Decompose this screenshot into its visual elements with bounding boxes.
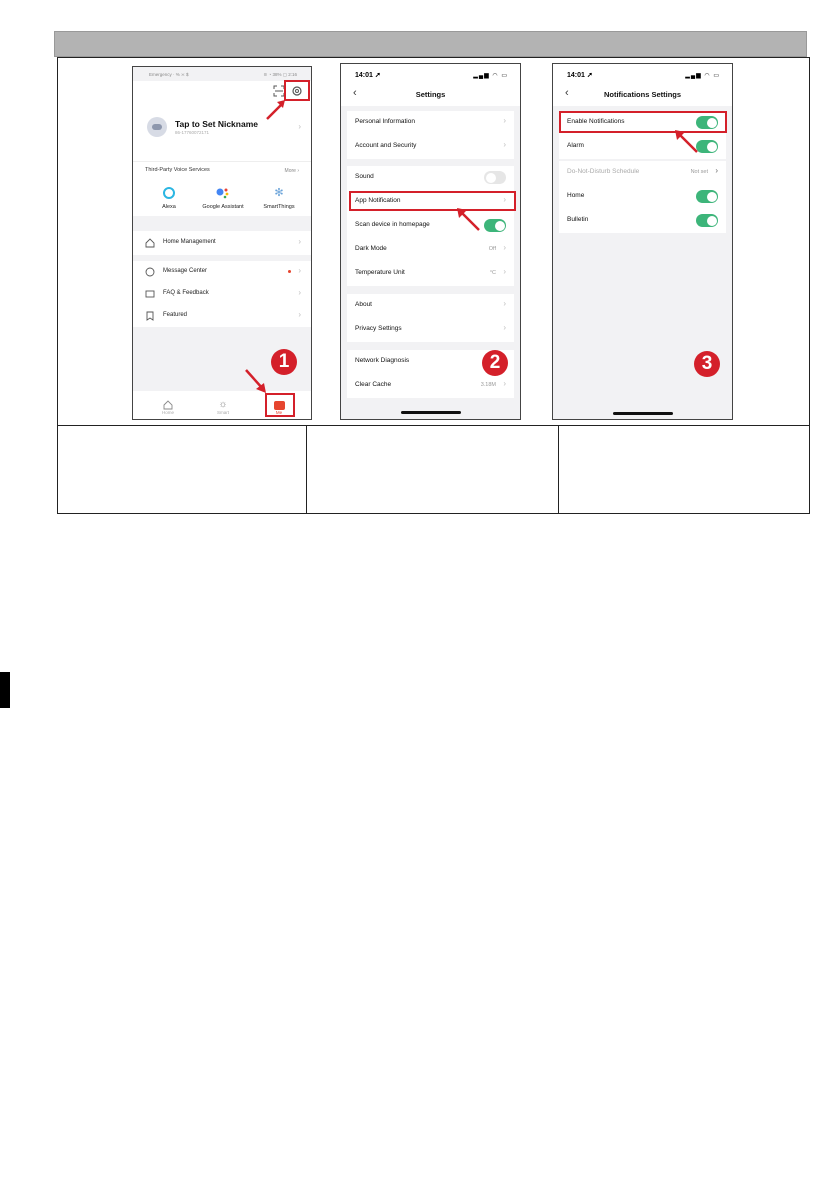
row-temperature-unit[interactable]: Temperature Unit °C › bbox=[355, 267, 506, 276]
chevron-right-icon: › bbox=[298, 288, 301, 297]
row-about[interactable]: About › bbox=[355, 299, 506, 308]
row-home: Home bbox=[559, 185, 726, 209]
voice-services-row bbox=[133, 187, 311, 217]
table-column-divider bbox=[306, 425, 307, 514]
divider bbox=[133, 161, 311, 162]
settings-card bbox=[347, 294, 514, 342]
phone-screenshot-me bbox=[132, 66, 312, 420]
row-enable-notifications: Enable Notifications bbox=[559, 111, 726, 135]
bulletin-toggle[interactable] bbox=[696, 214, 718, 227]
row-clear-cache[interactable]: Clear Cache 3.18M › bbox=[355, 379, 506, 388]
tab-me[interactable]: Me bbox=[264, 401, 294, 415]
smartthings-icon: ✻ bbox=[274, 187, 284, 199]
settings-card bbox=[347, 166, 514, 286]
house-icon bbox=[145, 238, 155, 248]
google-assistant-icon bbox=[216, 187, 230, 199]
avatar[interactable] bbox=[147, 117, 167, 137]
voice-service-alexa[interactable]: Alexa bbox=[139, 187, 199, 210]
status-right: ≋ ◔ 38% ▢ 2:16 bbox=[263, 72, 297, 77]
tab-home[interactable]: Home bbox=[153, 400, 183, 415]
row-network-diagnosis[interactable]: Network Diagnosis bbox=[347, 350, 514, 374]
voice-section-title: Third-Party Voice Services bbox=[145, 167, 210, 173]
step-badge-1: 1 bbox=[271, 349, 297, 375]
chevron-right-icon: › bbox=[503, 140, 506, 149]
status-left: Emergency · % ≍ $ bbox=[149, 72, 189, 77]
arrow-icon bbox=[671, 126, 701, 156]
page-title: Settings bbox=[415, 90, 446, 99]
back-chevron-icon[interactable]: ‹ bbox=[565, 87, 569, 99]
chevron-right-icon: › bbox=[503, 323, 506, 332]
arrow-icon bbox=[453, 204, 483, 234]
chevron-right-icon: › bbox=[503, 243, 506, 252]
row-bulletin: Bulletin bbox=[559, 209, 726, 233]
voice-more-link[interactable]: More › bbox=[284, 168, 299, 174]
menu-item-home-management[interactable]: Home Management › bbox=[133, 231, 311, 255]
status-icons: ▂▄▆ ◠ ▭ bbox=[685, 73, 720, 79]
settings-card bbox=[347, 111, 514, 159]
bookmark-icon bbox=[145, 311, 155, 321]
chevron-right-icon: › bbox=[503, 379, 506, 388]
row-personal-information[interactable]: Personal Information › bbox=[355, 116, 506, 125]
chevron-right-icon: › bbox=[298, 310, 301, 319]
nickname[interactable]: Tap to Set Nickname bbox=[175, 119, 258, 129]
chevron-right-icon: › bbox=[503, 116, 506, 125]
back-chevron-icon[interactable]: ‹ bbox=[353, 87, 357, 99]
highlight-enable-notifications-box bbox=[559, 111, 727, 133]
row-sound: Sound bbox=[347, 166, 514, 190]
account-id: 86-17760072171 bbox=[175, 130, 210, 135]
arrow-icon bbox=[263, 95, 291, 123]
tab-smart[interactable]: ☼ Smart bbox=[208, 400, 238, 415]
row-dnd-schedule[interactable]: Do-Not-Disturb Schedule Not set › bbox=[567, 166, 718, 175]
row-alarm: Alarm bbox=[559, 135, 726, 159]
sun-icon: ☼ bbox=[218, 399, 228, 410]
clock: 14:01 ➚ bbox=[567, 72, 593, 79]
home-indicator bbox=[401, 411, 461, 414]
chevron-right-icon: › bbox=[503, 267, 506, 276]
page-edge-marker bbox=[0, 672, 10, 708]
row-privacy-settings[interactable]: Privacy Settings › bbox=[355, 323, 506, 332]
sound-toggle[interactable] bbox=[484, 171, 506, 184]
row-account-security[interactable]: Account and Security › bbox=[355, 140, 506, 149]
home-indicator bbox=[613, 412, 673, 415]
chevron-right-icon: › bbox=[503, 195, 506, 204]
row-scan-device: Scan device in homepage bbox=[347, 214, 514, 238]
menu-card bbox=[133, 261, 311, 327]
home-toggle[interactable] bbox=[696, 190, 718, 203]
chevron-right-icon: › bbox=[715, 166, 718, 175]
unread-dot bbox=[288, 270, 291, 273]
phone-screenshot-settings bbox=[340, 63, 521, 420]
highlight-app-notification-box bbox=[349, 191, 516, 211]
alexa-icon bbox=[163, 187, 175, 199]
menu-item-faq[interactable]: FAQ & Feedback › bbox=[133, 283, 311, 305]
chevron-right-icon: › bbox=[298, 122, 301, 131]
row-app-notification[interactable]: App Notification › bbox=[355, 195, 506, 204]
page-title: Notifications Settings bbox=[603, 90, 682, 99]
status-icons: ▂▄▆ ◠ ▭ bbox=[473, 73, 508, 79]
row-dark-mode[interactable]: Dark Mode Off › bbox=[355, 243, 506, 252]
voice-service-google[interactable]: Google Assistant bbox=[193, 187, 253, 210]
header-bar bbox=[54, 31, 807, 57]
chevron-right-icon: › bbox=[503, 299, 506, 308]
table-divider bbox=[57, 425, 810, 426]
chevron-right-icon: › bbox=[298, 266, 301, 275]
arrow-icon bbox=[243, 367, 271, 397]
step-badge-3: 3 bbox=[694, 351, 720, 377]
step-badge-2: 2 bbox=[482, 350, 508, 376]
menu-item-message-center[interactable]: Message Center › bbox=[133, 261, 311, 283]
clock: 14:01 ➚ bbox=[355, 72, 381, 79]
menu-item-featured[interactable]: Featured › bbox=[133, 305, 311, 327]
phone-screenshot-notifications bbox=[552, 63, 733, 420]
chevron-right-icon: › bbox=[298, 237, 301, 246]
faq-icon bbox=[145, 289, 155, 299]
scan-device-toggle[interactable] bbox=[484, 219, 506, 232]
message-icon bbox=[145, 267, 155, 277]
voice-service-smartthings[interactable]: ✻ SmartThings bbox=[249, 187, 309, 210]
notification-card bbox=[559, 161, 726, 233]
status-bar bbox=[133, 67, 311, 81]
home-icon bbox=[163, 400, 173, 410]
table-column-divider bbox=[558, 425, 559, 514]
